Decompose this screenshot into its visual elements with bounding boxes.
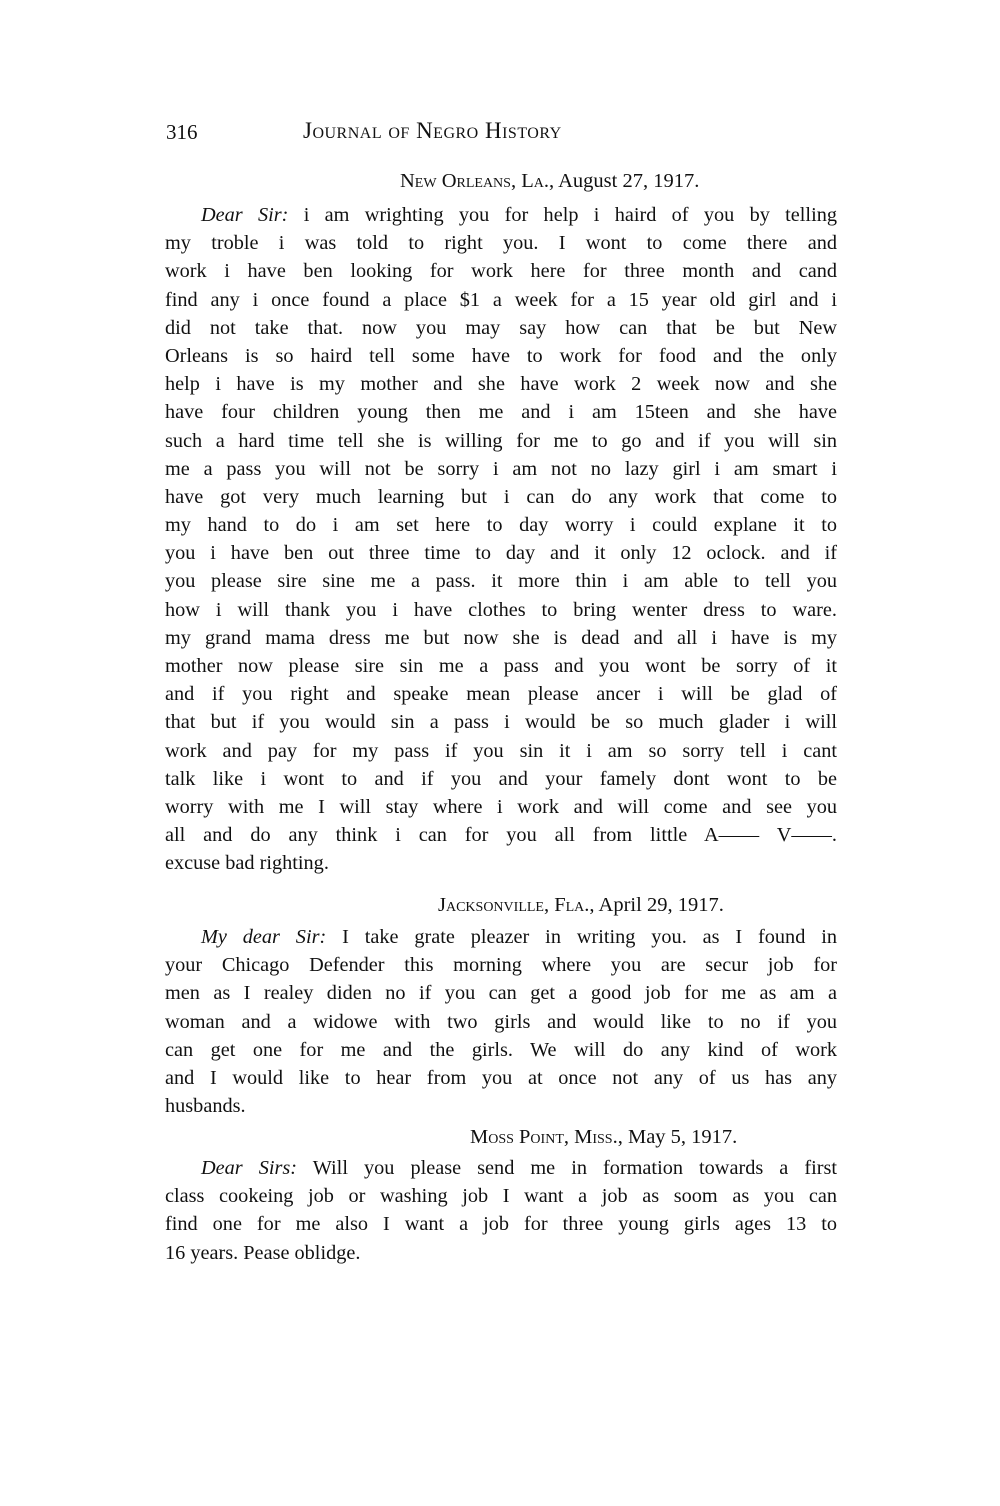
salutation: My dear Sir:: [201, 926, 327, 948]
text-line: my grand mama dress me but now she is dead and all i have is my: [165, 626, 837, 649]
text-line: did not take that. now you may say how can that be but New: [165, 316, 837, 339]
salutation: Dear Sir:: [201, 204, 289, 226]
line-text: I take grate pleazer in writing you. as I found in: [326, 926, 837, 948]
text-line: your Chicago Defender this morning where you are secur job for: [165, 954, 837, 977]
text-line: have got very much learning but i can do any work that come to: [165, 485, 837, 508]
running-title: Journal of Negro History: [303, 118, 562, 143]
text-line: Orleans is so haird tell some have to work for food and the only: [165, 344, 837, 367]
dateline-place: Jacksonville, Fla.,: [438, 894, 595, 916]
line-text: Will you please send me in formation towards a first: [297, 1157, 837, 1179]
text-line: worry with me I will stay where i work and will come and see you: [165, 795, 837, 818]
text-line: woman and a widowe with two girls and would like to no if you: [165, 1010, 837, 1033]
text-line: [165, 923, 837, 951]
text-line: that but if you would sin a pass i would be so much glader i will: [165, 711, 837, 734]
text-line: find one for me also I want a job for three young girls ages 13 to: [165, 1213, 837, 1236]
text-line: you i have ben out three time to day and it only 12 oclock. and if: [165, 542, 837, 565]
text-line: all and do any think i can for you all from little A—— V——.: [165, 824, 837, 847]
text-line: find any i once found a place $1 a week for a 15 year old girl and i: [165, 288, 837, 311]
text-line: 16 years. Pease oblidge.: [165, 1241, 361, 1264]
letter-dateline: [470, 1126, 737, 1149]
text-line: have four children young then me and i am 15teen and she have: [165, 401, 837, 424]
text-line: [165, 1154, 837, 1182]
text-line: me a pass you will not be sorry i am not no lazy girl i am smart i: [165, 457, 837, 480]
text-line: talk like i wont to and if you and your famely dont wont to be: [165, 767, 837, 790]
letter-dateline: [400, 170, 699, 193]
dateline-place: New Orleans, La.,: [400, 170, 555, 192]
text-line: such a hard time tell she is willing for me to go and if you will sin: [165, 429, 837, 452]
text-line: my troble i was told to right you. I wont to come there and: [165, 232, 837, 255]
dateline-date: April 29, 1917.: [598, 894, 724, 916]
text-line: help i have is my mother and she have work 2 week now and she: [165, 373, 837, 396]
dateline-date: May 5, 1917.: [627, 1126, 738, 1148]
text-line: my hand to do i am set here to day worry i could explane it to: [165, 514, 837, 537]
text-line: how i will thank you i have clothes to bring wenter dress to ware.: [165, 598, 837, 621]
letter-body: [165, 1154, 837, 1267]
text-line: mother now please sire sin me a pass and you wont be sorry of it: [165, 655, 837, 677]
letter-body: [165, 201, 837, 878]
text-line: excuse bad righting.: [165, 852, 329, 875]
dateline-place: Moss Point, Miss.,: [470, 1126, 623, 1148]
salutation: Dear Sirs:: [201, 1157, 298, 1179]
text-line: [165, 201, 837, 229]
text-line: you please sire sine me a pass. it more thin i am able to tell you: [165, 570, 837, 593]
text-line: work and pay for my pass if you sin it i am so sorry tell i cant: [165, 739, 837, 762]
text-line: work i have ben looking for work here for three month and cand: [165, 260, 837, 283]
text-line: can get one for me and the girls. We will do any kind of work: [165, 1038, 837, 1061]
text-line: husbands.: [165, 1095, 246, 1118]
line-text: i am wrighting you for help i haird of you by telling: [288, 204, 837, 226]
text-line: and if you right and speake mean please ancer i will be glad of: [165, 683, 837, 706]
text-line: and I would like to hear from you at once not any of us has any: [165, 1066, 837, 1089]
letter-dateline: [438, 894, 724, 917]
dateline-date: August 27, 1917.: [558, 170, 700, 192]
page-number: 316: [166, 120, 198, 144]
text-line: class cookeing job or washing job I want a job as soom as you can: [165, 1185, 837, 1208]
text-line: men as I realey diden no if you can get a good job for me as am a: [165, 982, 837, 1005]
letter-body: [165, 923, 837, 1120]
